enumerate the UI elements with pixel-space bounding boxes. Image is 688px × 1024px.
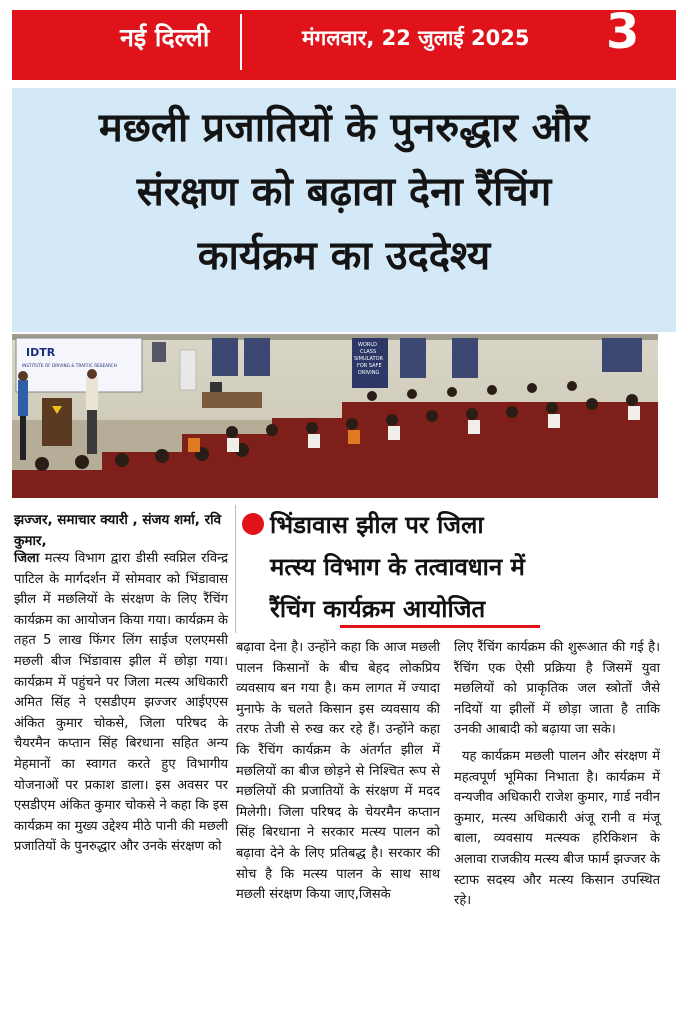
event-photo	[12, 334, 658, 498]
subheading-underline	[340, 625, 540, 628]
byline: झज्जर, समाचार क्यारी , संजय शर्मा, रवि कुमार,	[14, 512, 222, 549]
lead-word: जिला	[14, 551, 40, 566]
screen-title: IDTR	[26, 346, 56, 359]
event-photo-illustration	[12, 334, 658, 498]
subheading-line-2: मत्स्य विभाग के तत्वावधान में	[270, 553, 525, 581]
subheading	[270, 504, 650, 630]
bullet-dot-icon	[242, 513, 264, 535]
sign-line-4: FOR SAFE	[357, 363, 382, 369]
sign-line-3: SIMULATOR	[354, 356, 384, 362]
subheading-line-1: भिंडावास झील पर जिला	[270, 511, 484, 539]
headline-line-1: मछली प्रजातियों के पुनरुद्धार और	[98, 105, 590, 151]
sign-line-1: WORLD	[358, 342, 377, 348]
headline	[12, 96, 676, 288]
sign-line-2: CLASS	[360, 349, 377, 355]
edition-date: मंगलवार, 22 जुलाई 2025	[302, 26, 530, 50]
column-1-text: मत्स्य विभाग द्वारा डीसी स्वप्निल रविन्द्र पाटिल के मार्गदर्शन में सोमवार को भिंडावास झील में मछलियों के संरक्षण के लिए रैंचिंग कार्यक्रम का आयोजन किया गया। कार्यक्रम के तहत 5 लाख फिंगर लिंग साईज एलएमसी मछली बीज भिंडावास झील में छोड़ा गया। कार्यक्रम में पहुंचने पर जिला मत्स्य अधिकारी अमित सिंह ने एसडीएम झज्जर आईएएस अंकित कुमार चोकसे, जिला परिषद के चैयरमैन कप्तान सिंह बिरधाना सहित अन्य मेहमानों का स्वागत करते हुए विभागीय योजनाओं पर प्रकाश डाला। इस अवसर पर एसडीएम अंकित कुमार चोकसे ने कहा कि इस कार्यक्रम का मुख्य उद्देश्य मीठे पानी की मछली प्रजातियों के पुनरुद्धार और उनके संरक्षण को	[14, 551, 228, 855]
edition-city: नई दिल्ली	[120, 23, 210, 52]
headline-line-2: संरक्षण को बढ़ावा देना रैंचिंग	[136, 169, 552, 215]
article-column-1	[14, 549, 228, 858]
column-3-paragraph-1: लिए रैंचिंग कार्यक्रम की शुरूआत की गई है। रैंचिंग एक ऐसी प्रक्रिया है जिसमें युवा मछलियों को प्राकृतिक जल स्त्रोतों जैसे नदियों या झीलों में छोड़ा जाता है ताकि उनकी आबादी को बढ़ाया जा सके।	[454, 640, 660, 738]
column-rule	[235, 505, 236, 633]
header-divider	[240, 14, 242, 70]
sign-line-5: DRIVING	[358, 370, 380, 376]
article-column-2: बढ़ावा देना है। उन्होंने कहा कि आज मछली पालन किसानों के बीच बेहद लोकप्रिय व्यवसाय बन गया है। कम लागत में ज्यादा मुनाफे के चलते किसान इस व्यवसाय की तरफ तेजी से रुख कर रहे हैं। उन्होंने कहा कि रैंचिंग कार्यक्रम के अंतर्गत झील में मछलियों का बीज छोड़ने से निश्चित रूप से मछलियों की प्रजातियों के संरक्षण में मदद मिलेगी। जिला परिषद के चेयरमैन कप्तान सिंह बिरधाना ने सरकार मत्स्य पालन को बढ़ावा देने के लिए प्रतिबद्ध है। सरकार की सोच है कि मत्स्य पालन के साथ साथ मछली संरक्षण किया जाए,जिसके	[236, 640, 440, 903]
column-3-paragraph-2: यह कार्यक्रम मछली पालन और संरक्षण में महत्वपूर्ण भूमिका निभाता है। कार्यक्रम में वन्यजीव अधिकारी राजेश कुमार, गार्ड नवीन कुमार, मत्स्य अधिकारी अंजू रानी व मंजू बाला, व्यवसाय मत्स्यक हरिकिशन के अलावा राजकीय मत्स्य बीज फार्म झज्जर के स्टाफ सदस्य और मत्स्य किसान उपस्थित रहे।	[454, 748, 660, 909]
screen-subtitle: INSTITUTE OF DRIVING & TRAFFIC RESEARCH	[22, 363, 117, 368]
headline-line-3: कार्यक्रम का उददेश्य	[197, 233, 491, 279]
article-column-3	[454, 638, 660, 912]
subheading-line-3: रैंचिंग कार्यक्रम आयोजित	[270, 595, 486, 623]
page-number: 3	[606, 4, 640, 60]
